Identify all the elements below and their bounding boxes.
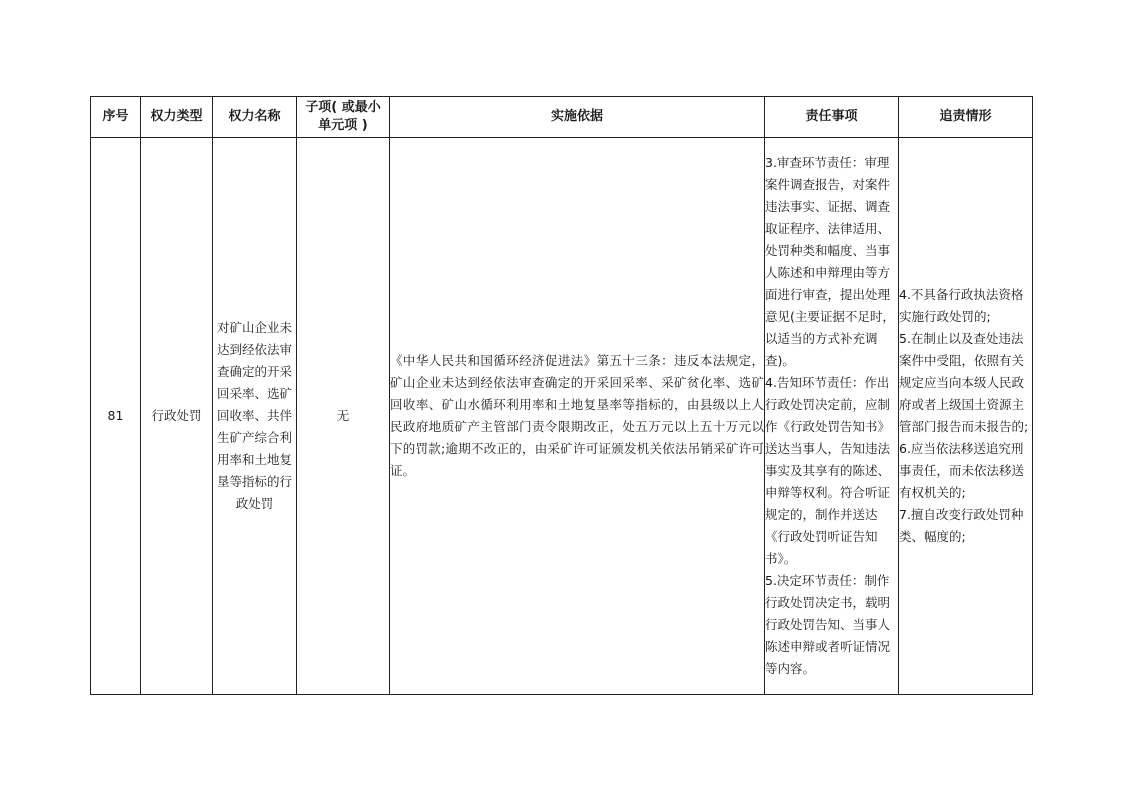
cell-accountability: 4.不具备行政执法资格实施行政处罚的; 5.在制止以及查处违法案件中受阻，依照有关规定应当向本级人民政府或者上级国土资源主管部门报告而未报告的; 6.应当依法移送追究刑事责任，而未依法移送有权机关的; 7.擅自改变行政处罚种类、幅度的; bbox=[899, 138, 1033, 695]
cell-legal-basis: 《中华人民共和国循环经济促进法》第五十三条：违反本法规定，矿山企业未达到经依法审查确定的开采回采率、采矿贫化率、选矿回收率、矿山水循环利用率和土地复垦率等指标的，由县级以上人民政府地质矿产主管部门责令限期改正，处五万元以上五十万元以下的罚款;逾期不改正的，由采矿许可证颁发机关依法吊销采矿许可证。 bbox=[390, 138, 765, 695]
cell-power-name: 对矿山企业未达到经依法审查确定的开采回采率、选矿回收率、共伴生矿产综合利用率和土地复垦等指标的行政处罚 bbox=[213, 138, 297, 695]
cell-sub-item: 无 bbox=[297, 138, 390, 695]
header-legal-basis: 实施依据 bbox=[390, 97, 765, 138]
cell-responsibilities: 3.审查环节责任：审理案件调查报告，对案件违法事实、证据、调查取证程序、法律适用、处罚种类和幅度、当事人陈述和申辩理由等方面进行审查，提出处理意见(主要证据不足时，以适当的方式补充调查)。 4.告知环节责任：作出行政处罚决定前，应制作《行政处罚告知书》送达当事人，告知违法事实及其享有的陈述、申辩等权利。符合听证规定的，制作并送达《行政处罚听证告知书》。 5.决定环节责任：制作行政处罚决定书，载明行政处罚告知、当事人陈述申辩或者听证情况等内容。 bbox=[765, 138, 899, 695]
header-power-type: 权力类型 bbox=[141, 97, 213, 138]
cell-seq: 81 bbox=[91, 138, 141, 695]
header-responsibilities: 责任事项 bbox=[765, 97, 899, 138]
header-accountability: 追责情形 bbox=[899, 97, 1033, 138]
table-row bbox=[91, 138, 1033, 695]
header-seq: 序号 bbox=[91, 97, 141, 138]
header-sub-item: 子项( 或最小 单元项 ) bbox=[297, 97, 390, 138]
header-power-name: 权力名称 bbox=[213, 97, 297, 138]
power-list-table bbox=[90, 96, 1033, 695]
cell-power-type: 行政处罚 bbox=[141, 138, 213, 695]
header-row bbox=[91, 97, 1033, 138]
